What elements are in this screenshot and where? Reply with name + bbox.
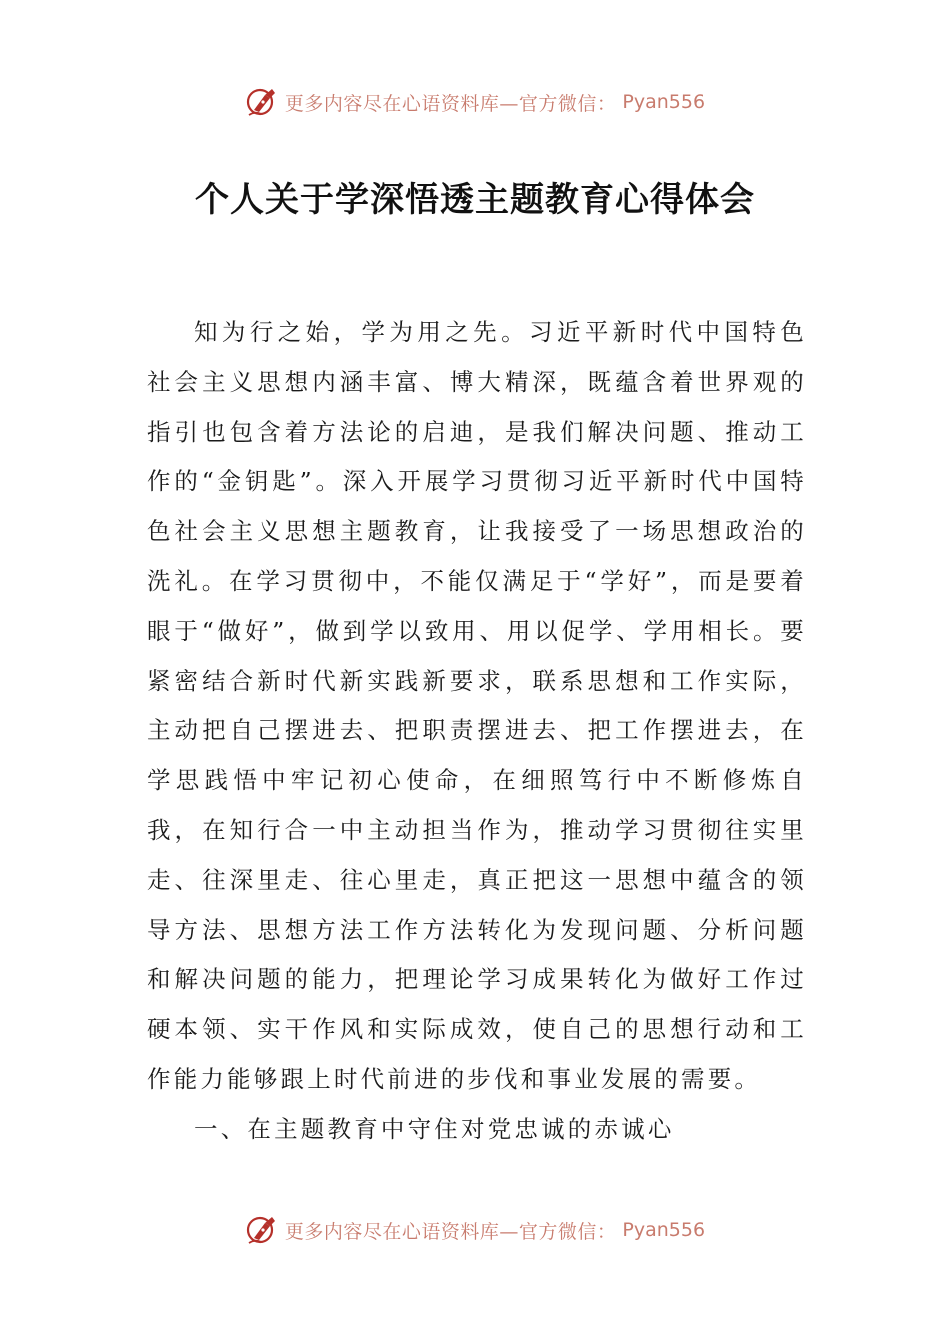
banner-wechat-id: Pyan556 [622, 1219, 706, 1241]
banner-text: 更多内容尽在心语资料库—官方微信： [284, 92, 617, 115]
pen-nib-logo-icon [245, 85, 279, 119]
section-heading: 一、在主题教育中守住对党忠诚的赤诚心 [194, 1114, 675, 1143]
header-banner [0, 82, 950, 122]
document-title: 个人关于学深悟透主题教育心得体会 [195, 180, 755, 220]
document-body [147, 308, 807, 1155]
banner-text: 更多内容尽在心语资料库—官方微信： [284, 1220, 617, 1243]
footer-banner [0, 1210, 950, 1250]
pen-nib-logo-icon [245, 1213, 279, 1247]
body-paragraph: 知为行之始，学为用之先。习近平新时代中国特色社会主义思想内涵丰富、博大精深，既蕴含着世界观的指引也包含着方法论的启迪，是我们解决问题、推动工作的“金钥匙”。深入开展学习贯彻习近平新时代中国特色社会主义思想主题教育，让我接受了一场思想政治的洗礼。在学习贯彻中，不能仅满足于“学好”，而是要着眼于“做好”，做到学以致用、用以促学、学用相长。要紧密结合新时代新实践新要求，联系思想和工作实际，主动把自己摆进去、把职责摆进去、把工作摆进去，在学思践悟中牢记初心使命，在细照笃行中不断修炼自我，在知行合一中主动担当作为，推动学习贯彻往实里走、往深里走、往心里走，真正把这一思想中蕴含的领导方法、思想方法工作方法转化为发现问题、分析问题和解决问题的能力，把理论学习成果转化为做好工作过硬本领、实干作风和实际成效，使自己的思想行动和工作能力能够跟上时代前进的步伐和事业发展的需要。 [147, 318, 807, 1093]
banner-wechat-id: Pyan556 [622, 91, 706, 113]
